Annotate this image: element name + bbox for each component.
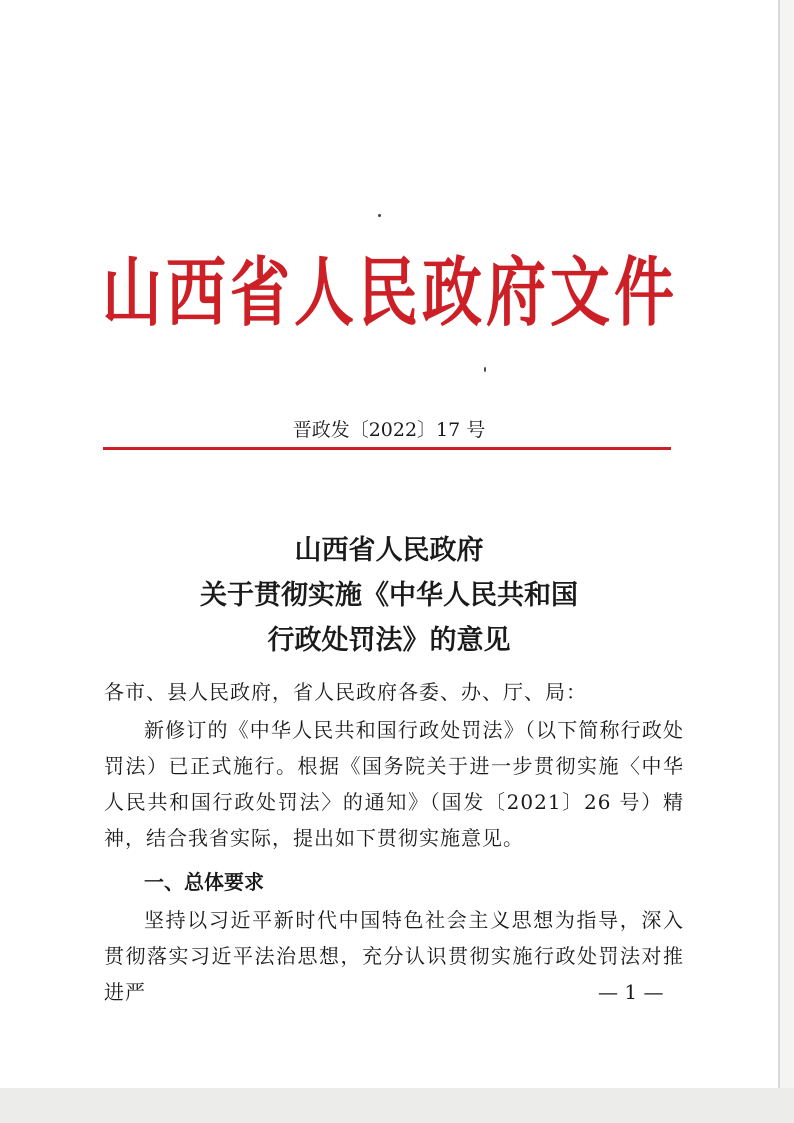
document-title-line-1: 山西省人民政府 [294,535,484,566]
red-divider-line [103,447,671,450]
body-paragraph-1: 新修订的《中华人民共和国行政处罚法》（以下简称行政处罚法）已正式施行。根据《国务院关于进一步贯彻实施〈中华人民共和国行政处罚法〉的通知》（国发〔2021〕26 号）精神，结合我省实际，提出如下贯彻实施意见。 [104,718,684,850]
section-heading-1: 一、总体要求 [144,870,264,894]
scan-speck [378,214,381,217]
page-number: — 1 — [598,980,664,1004]
document-title-line-2: 关于贯彻实施《中华人民共和国 [200,580,578,611]
document-masthead: 山西省人民政府文件 [102,249,678,338]
document-number: 晋政发〔2022〕17 号 [292,419,486,441]
scan-margin [0,1088,794,1123]
page-edge [778,0,780,1088]
addressee-line: 各市、县人民政府，省人民政府各委、办、厅、局： [104,680,587,704]
document-title-line-3: 行政处罚法》的意见 [267,625,511,656]
body-paragraph-2: 坚持以习近平新时代中国特色社会主义思想为指导，深入贯彻落实习近平法治思想，充分认识贯彻实施行政处罚法对推进严 [104,908,684,1004]
scan-speck [484,367,486,372]
